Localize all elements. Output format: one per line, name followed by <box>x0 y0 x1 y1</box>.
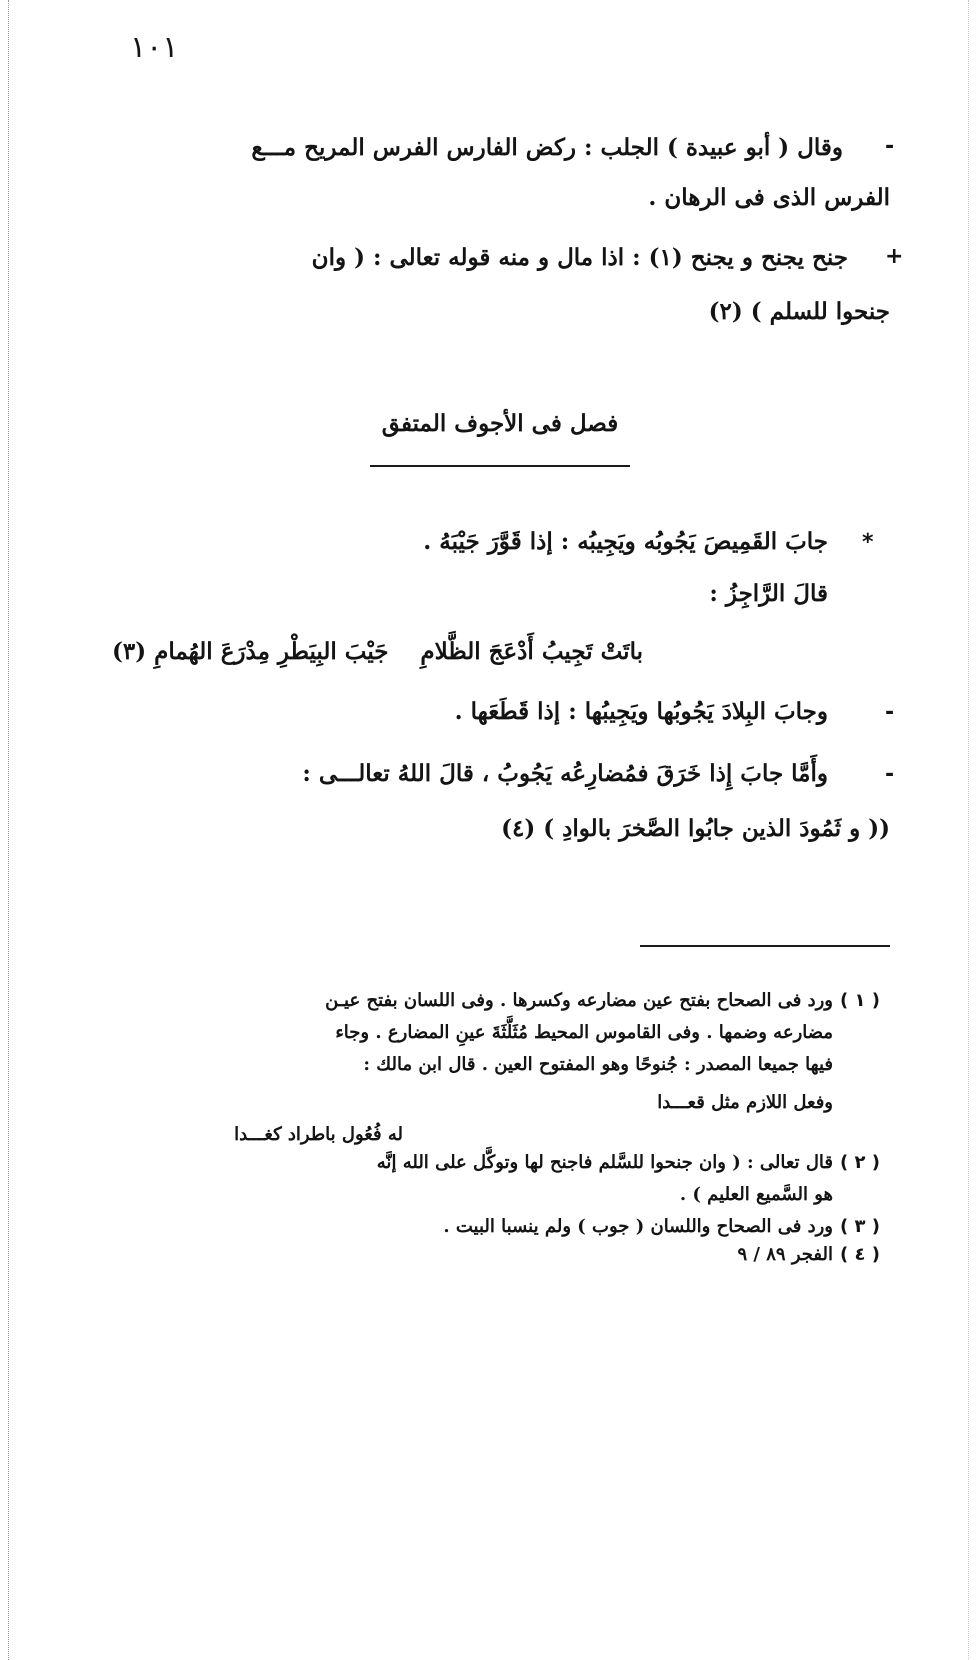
footnote-1-line-1: ورد فى الصحاح بفتح عين مضارعه وكسرها . وفى اللسان بفتح عيـن <box>325 990 833 1011</box>
footnote-1-line-2: مضارعه وضمها . وفى القاموس المحيط مُثَلَّثَةَ عينِ المضارع . وجاء <box>335 1022 833 1043</box>
section-heading: فصل فى الأجوف المتفق <box>381 410 619 437</box>
footnote-marker-4: ( ٤ ) <box>840 1244 880 1265</box>
footnote-marker-2: ( ٢ ) <box>840 1152 880 1173</box>
bullet-dash-3: - <box>885 762 895 787</box>
page-number: ١٠١ <box>130 30 179 65</box>
intro-line-2: الفرس الذى فى الرهان . <box>648 184 890 211</box>
footnote-2-line-2: هو السَّميع العليم ) . <box>679 1184 833 1205</box>
bullet-plus: + <box>885 244 904 269</box>
footnote-1-line-4: وفعل اللازم مثل قعـــدا <box>657 1092 833 1113</box>
verse-hemistich-left: جَيْبَ البِيَطْرِ مِدْرَعَ الهُمامِ (٣) <box>112 638 389 665</box>
intro-line-4: جنحوا للسلم ) (٢) <box>708 298 890 325</box>
scan-edge-left <box>8 0 9 1660</box>
intro-line-3: جنح يجنح و يجنح (١) : اذا مال و منه قوله تعالى : ( وان <box>311 244 848 271</box>
bullet-star: * <box>862 530 874 555</box>
verse-hemistich-right: باتَتْ تَجِيبُ أَدْعَجَ الظَّلامِ <box>420 638 643 665</box>
footnote-marker-1: ( ١ ) <box>840 990 880 1011</box>
footnote-4-line-1: الفجر ٨٩ / ٩ <box>737 1244 833 1265</box>
entry-line-2: قالَ الرَّاجِزُ : <box>709 580 828 607</box>
footnote-1-verse-half: له فُعُول باطراد كغـــدا <box>234 1124 403 1145</box>
heading-underline <box>370 465 630 467</box>
intro-line-1: وقال ( أبو عبيدة ) الجلب : ركض الفارس الفرس المريح مـــع <box>251 134 843 161</box>
entry-line-3: وجابَ البِلادَ يَجُوبُها ويَجِيبُها : إذا قَطَعَها . <box>454 698 828 725</box>
entry-line-4: وأَمَّا جابَ إِذا خَرَقَ فمُضارِعُه يَجُوبُ ، قالَ اللهُ تعالـــى : <box>302 760 828 787</box>
footnote-1-line-3: فيها جميعا المصدر : جُنوحًا وهو المفتوح العين . قال ابن مالك : <box>363 1054 833 1075</box>
scan-edge-right <box>968 0 969 1660</box>
footnote-3-line-1: ورد فى الصحاح واللسان ( جوب ) ولم ينسبا البيت . <box>443 1216 833 1237</box>
footnote-separator <box>640 945 890 947</box>
entry-line-5: (( و ثَمُودَ الذين جابُوا الصَّخرَ بالوادِ ) (٤) <box>501 815 890 842</box>
bullet-dash-2: - <box>885 700 895 725</box>
entry-line-1: جابَ القَمِيصَ يَجُوبُه ويَجِيبُه : إذا قَوَّرَ جَيْبَهُ . <box>423 528 828 555</box>
footnote-marker-3: ( ٣ ) <box>840 1216 880 1237</box>
footnote-2-line-1: قال تعالى : ( وان جنحوا للسَّلم فاجنح لها وتوكَّل على الله إنَّه <box>376 1152 833 1173</box>
bullet-dash: - <box>885 134 895 159</box>
